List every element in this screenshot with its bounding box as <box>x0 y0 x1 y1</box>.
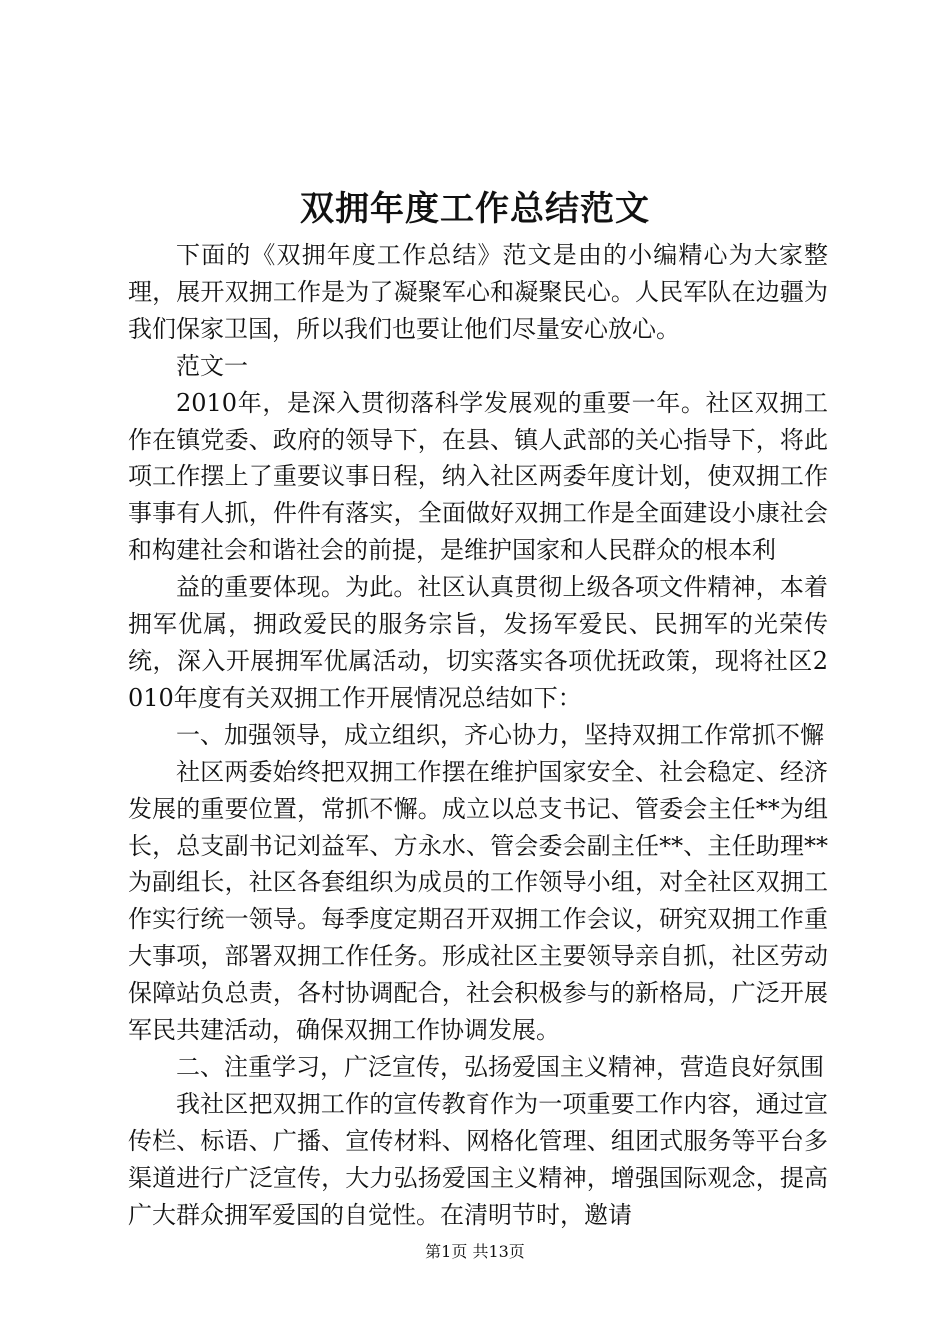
paragraph-sample-heading: 范文一 <box>176 351 248 380</box>
paragraph-section-one: 社区两委始终把双拥工作摆在维护国家安全、社会稳定、经济发展的重要位置，常抓不懈。成立以总支书记、管委会主任**为组长，总支副书记刘益军、方永水、管会委会副主任**、主任助理**为副组长，社区各套组织为成员的工作领导小组，对全社区双拥工作实行统一领导。每季度定期召开双拥工作会议，研究双拥工作重大事项，部署双拥工作任务。形成社区主要领导亲自抓，社区劳动保障站负总责，各村协调配合，社会积极参与的新格局，广泛开展军民共建活动，确保双拥工作协调发展。 <box>128 757 828 1045</box>
paragraph-section-two: 我社区把双拥工作的宣传教育作为一项重要工作内容，通过宣传栏、标语、广播、宣传材料、网格化管理、组团式服务等平台多渠道进行广泛宣传，大力弘扬爱国主义精神，增强国际观念，提高广大群众拥军爱国的自觉性。在清明节时，邀请 <box>128 1089 828 1229</box>
section-heading-two: 二、注重学习，广泛宣传，弘扬爱国主义精神，营造良好氛围 <box>176 1052 824 1081</box>
document-title: 双拥年度工作总结范文 <box>300 189 650 229</box>
paragraph-2010-overview: 2010年，是深入贯彻落科学发展观的重要一年。社区双拥工作在镇党委、政府的领导下，在县、镇人武部的关心指导下，将此项工作摆上了重要议事日程，纳入社区两委年度计划，使双拥工作事事有人抓，件件有落实，全面做好双拥工作是全面建设小康社会和构建社会和谐社会的前提，是维护国家和人民群众的根本利 <box>128 388 828 565</box>
page-footer: 第1页 共13页 <box>425 1242 525 1261</box>
section-heading-one: 一、加强领导，成立组织，齐心协力，坚持双拥工作常抓不懈 <box>176 720 824 749</box>
paragraph-2010-continued: 益的重要体现。为此。社区认真贯彻上级各项文件精神，本着拥军优属，拥政爱民的服务宗旨，发扬军爱民、民拥军的光荣传统，深入开展拥军优属活动，切实落实各项优抚政策，现将社区2010年度有关双拥工作开展情况总结如下： <box>128 573 828 712</box>
document-body <box>128 237 828 1233</box>
paragraph-intro: 下面的《双拥年度工作总结》范文是由的小编精心为大家整理，展开双拥工作是为了凝聚军心和凝聚民心。人民军队在边疆为我们保家卫国，所以我们也要让他们尽量安心放心。 <box>128 241 828 343</box>
